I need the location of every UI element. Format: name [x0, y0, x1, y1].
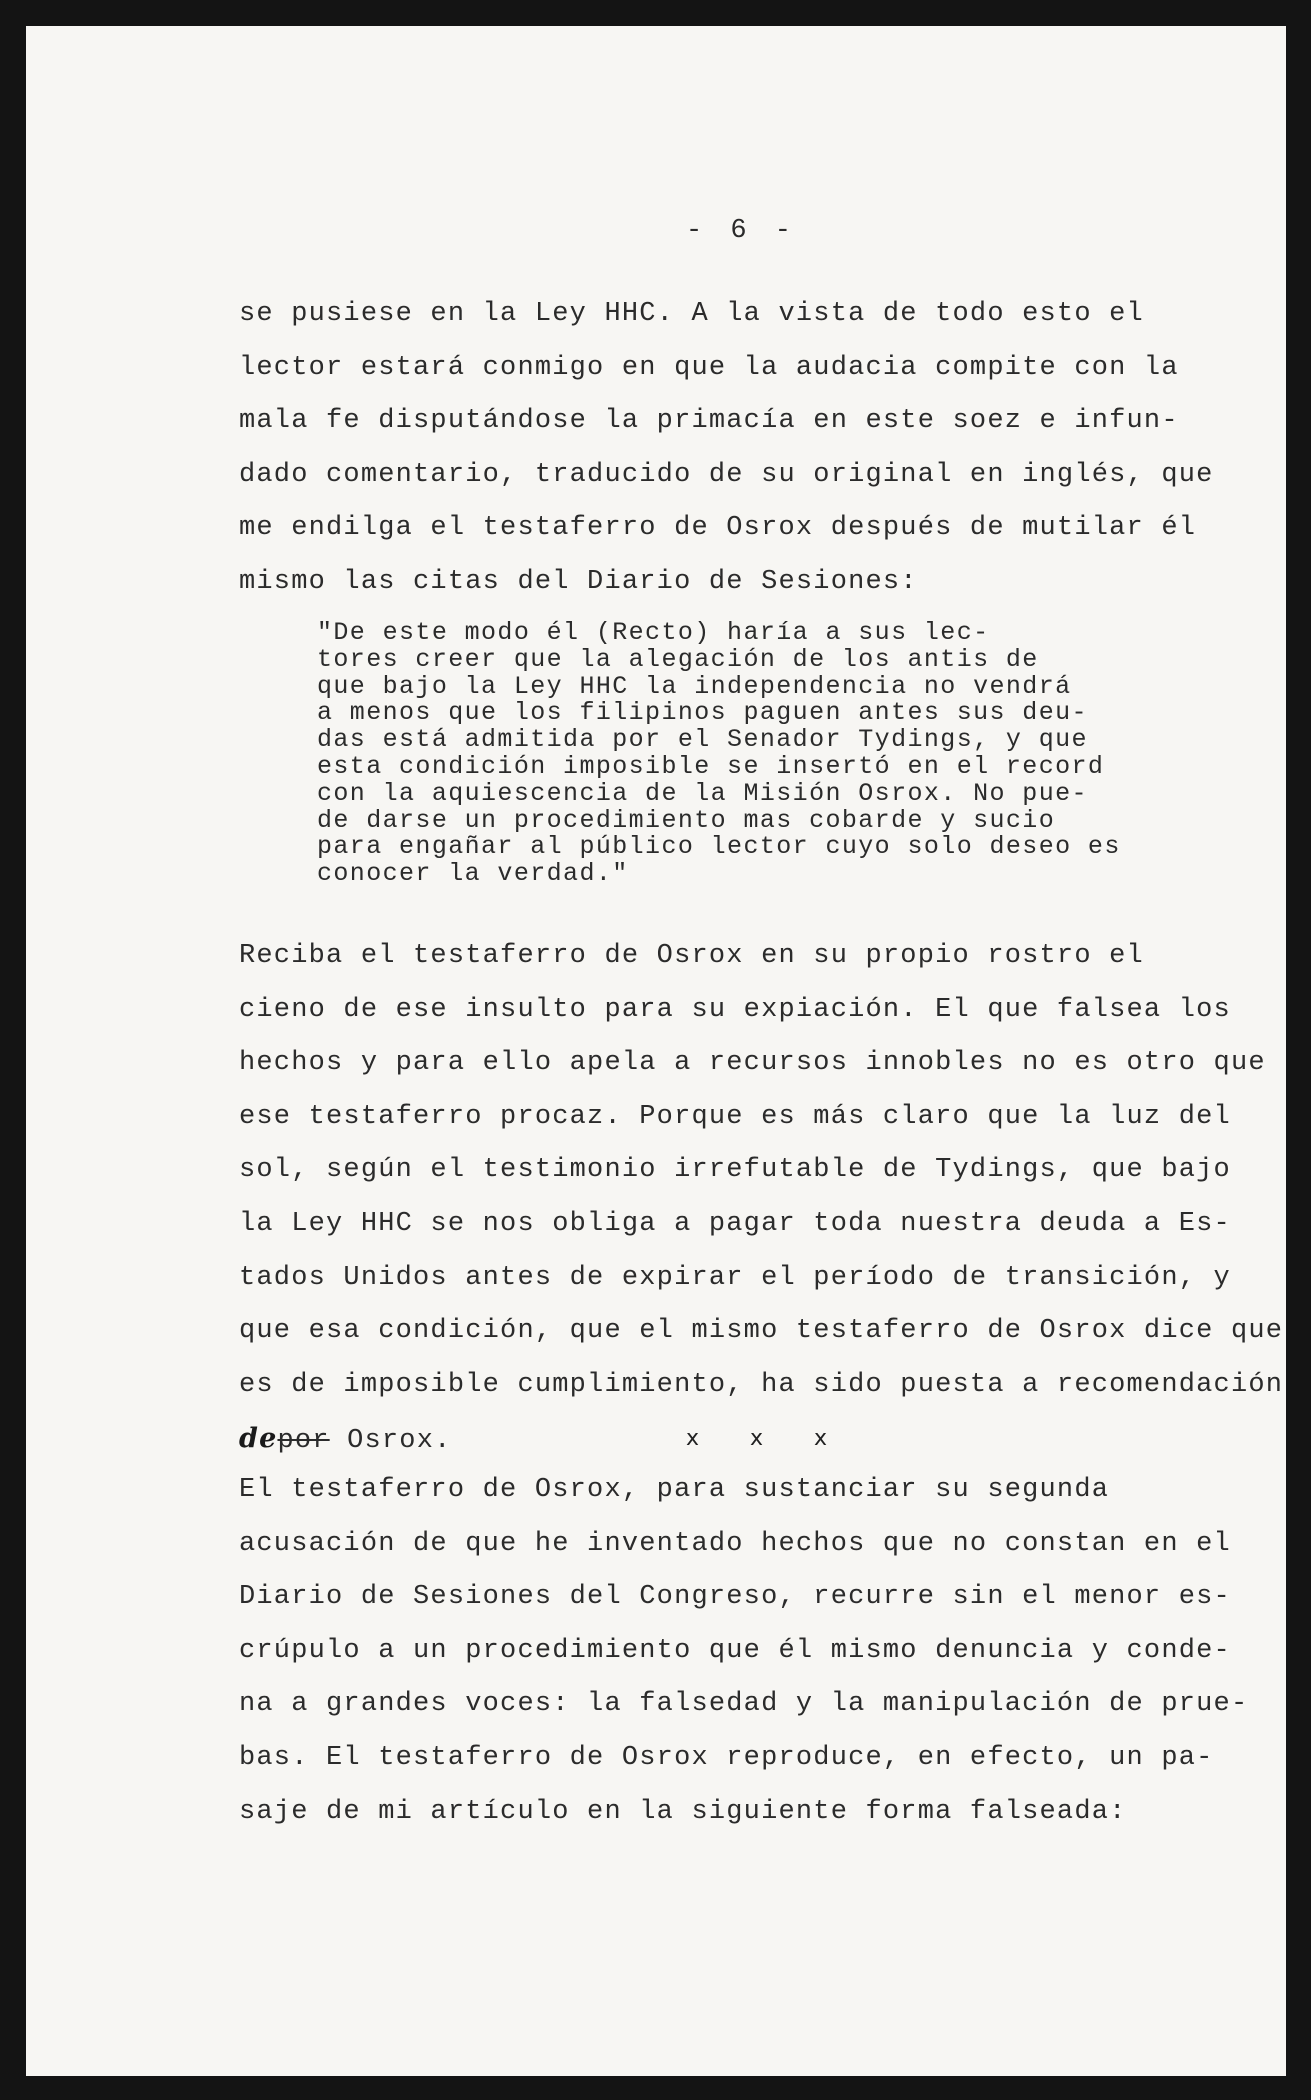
text-line: se pusiese en la Ley HHC. A la vista de todo esto el	[239, 299, 1144, 329]
paragraph-1	[239, 288, 1214, 610]
quote-line: para engañar al público lector cuyo solo deseo es	[317, 832, 1121, 862]
text-line: me endilga el testaferro de Osrox después de mutilar él	[239, 513, 1197, 544]
quote-line: a menos que los filipinos paguen antes sus deu-	[317, 698, 1088, 728]
handwritten-correction: de	[239, 1423, 278, 1455]
text-line: que esa condición, que el mismo testaferro de Osrox dice que	[239, 1316, 1284, 1347]
quote-line: esta condición imposible se insertó en el record	[317, 751, 1105, 781]
handwritten-marks: x x x	[686, 1426, 850, 1451]
quote-line: tores creer que la alegación de los antis de	[317, 644, 1039, 674]
text-line: ese testaferro procaz. Porque es más claro que la luz del	[239, 1101, 1231, 1132]
struck-word: por	[277, 1426, 330, 1457]
text-line: mala fe disputándose la primacía en este soez e infun-	[239, 406, 1179, 437]
quote-line: de darse un procedimiento mas cobarde y sucio	[317, 805, 1056, 835]
text-line: El testaferro de Osrox, para sustanciar su segunda	[239, 1475, 1110, 1505]
text-line: saje de mi artículo en la siguiente forma falseada:	[239, 1796, 1127, 1827]
text-line: mismo las citas del Diario de Sesiones:	[239, 566, 918, 597]
paragraph-3	[239, 1464, 1249, 1839]
text-line: dado comentario, traducido de su original en inglés, que	[239, 459, 1214, 490]
text-line: lector estará conmigo en que la audacia compite con la	[239, 352, 1179, 383]
quote-line: conocer la verdad."	[317, 859, 629, 889]
text-line: la Ley HHC se nos obliga a pagar toda nuestra deuda a Es-	[239, 1208, 1231, 1239]
text-line: crúpulo a un procedimiento que él mismo denuncia y conde-	[239, 1635, 1231, 1666]
quote-line: que bajo la Ley HHC la independencia no vendrá	[317, 671, 1072, 701]
text-line: tados Unidos antes de expirar el período de transición, y	[239, 1262, 1231, 1293]
paragraph-2	[239, 930, 1284, 1469]
text-line: Reciba el testaferro de Osrox en su propio rostro el	[239, 941, 1144, 971]
quote-line: "De este modo él (Recto) haría a sus lec-	[317, 618, 990, 647]
quote-line: con la aquiescencia de la Misión Osrox. No pue-	[317, 778, 1088, 808]
line-ending: Osrox.	[329, 1426, 452, 1457]
text-line: bas. El testaferro de Osrox reproduce, en efecto, un pa-	[239, 1742, 1214, 1773]
page-number: - 6 -	[686, 216, 798, 246]
block-quote	[317, 620, 1127, 888]
text-line: na a grandes voces: la falsedad y la manipulación de prue-	[239, 1689, 1249, 1720]
document-page	[26, 26, 1286, 2076]
text-line: cieno de ese insulto para su expiación. El que falsea los	[239, 994, 1231, 1025]
text-line: Diario de Sesiones del Congreso, recurre sin el menor es-	[239, 1582, 1231, 1613]
quote-line: das está admitida por el Senador Tydings, y que	[317, 725, 1088, 755]
text-line: es de imposible cumplimiento, ha sido puesta a recomendación	[239, 1369, 1284, 1400]
text-line: acusación de que he inventado hechos que no constan en el	[239, 1528, 1231, 1559]
text-line: hechos y para ello apela a recursos innobles no es otro que	[239, 1048, 1266, 1079]
text-line: sol, según el testimonio irrefutable de Tydings, que bajo	[239, 1155, 1231, 1186]
